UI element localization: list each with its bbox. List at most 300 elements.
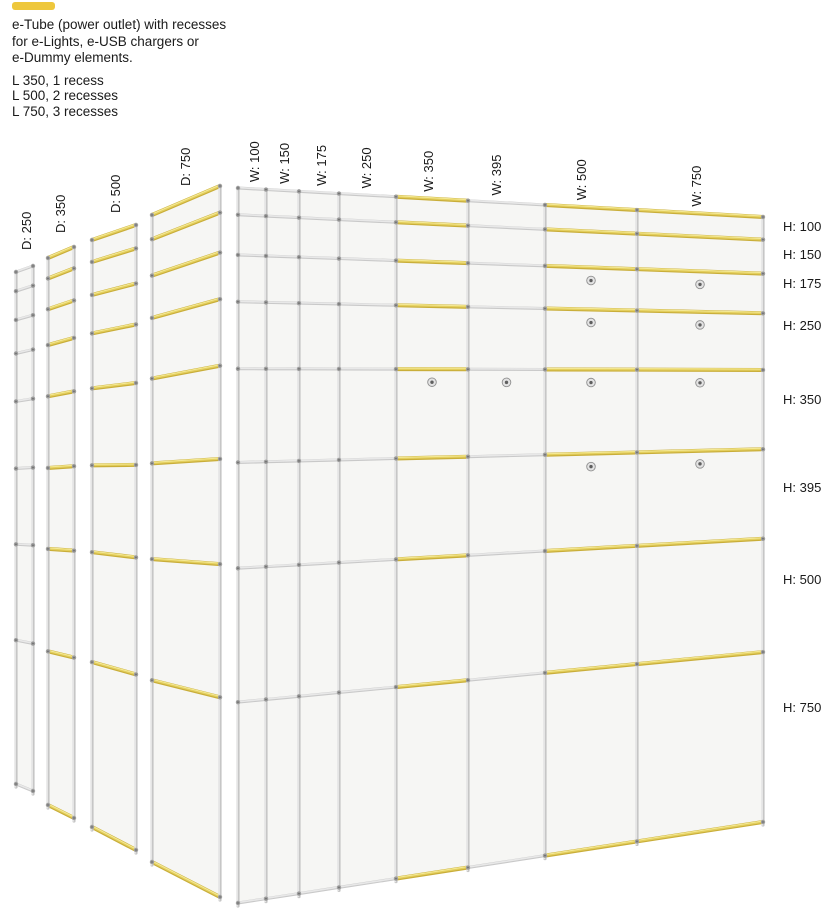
- vertical-post: [338, 194, 339, 891]
- connector-ball: [466, 223, 470, 227]
- connector-ball: [394, 876, 398, 880]
- connector-ball: [72, 389, 76, 393]
- depth-frame-250: [14, 264, 35, 794]
- connector-ball: [297, 189, 301, 193]
- front-panel: [339, 687, 396, 887]
- frame-tube: [238, 301, 266, 302]
- frame-tube: [238, 214, 266, 216]
- front-panel: [299, 460, 339, 565]
- connector-ball: [761, 537, 765, 541]
- depth-panel: [92, 552, 136, 674]
- connector-ball: [72, 266, 76, 270]
- height-label-750: H: 750: [783, 700, 822, 715]
- connector-ball: [134, 223, 138, 227]
- connector-ball: [297, 563, 301, 567]
- depth-panel: [16, 315, 33, 353]
- connector-ball: [72, 816, 76, 820]
- connector-ball: [394, 303, 398, 307]
- vertical-post: [47, 258, 48, 808]
- connector-ball: [218, 562, 222, 566]
- connector-ball: [90, 260, 94, 264]
- height-label-175: H: 175: [783, 276, 822, 291]
- front-panel: [266, 461, 299, 567]
- connector-ball: [635, 231, 639, 235]
- front-panel: [266, 369, 299, 462]
- connector-ball: [90, 331, 94, 335]
- connector-ball: [394, 557, 398, 561]
- frame-tube: [339, 458, 396, 460]
- connector-ball: [466, 199, 470, 203]
- connector-ball: [150, 316, 154, 320]
- width-label-750: W: 750: [689, 165, 704, 207]
- connector-ball: [90, 293, 94, 297]
- depth-panel: [16, 544, 33, 643]
- front-panel: [468, 226, 545, 266]
- front-panel: [396, 261, 468, 307]
- connector-ball: [72, 548, 76, 552]
- connector-ball: [543, 306, 547, 310]
- connector-ball: [394, 367, 398, 371]
- front-panel: [339, 304, 396, 369]
- legend-line-2: for e-Lights, e-USB chargers or: [12, 33, 199, 49]
- connector-ball: [72, 298, 76, 302]
- connector-ball: [337, 191, 341, 195]
- connector-ball: [543, 853, 547, 857]
- connector-ball: [264, 214, 268, 218]
- front-panel: [468, 673, 545, 868]
- width-label-175: W: 175: [314, 144, 329, 186]
- connector-ball: [394, 258, 398, 262]
- connector-ball: [761, 820, 765, 824]
- height-label-100: H: 100: [783, 219, 822, 234]
- vertical-post: [636, 210, 637, 844]
- connector-ball: [635, 662, 639, 666]
- height-label-500: H: 500: [783, 572, 822, 587]
- etube-tube: [545, 368, 637, 369]
- connector-ball: [14, 351, 18, 355]
- connector-ball: [297, 255, 301, 259]
- height-label-350: H: 350: [783, 392, 822, 407]
- connector-ball: [264, 187, 268, 191]
- connector-ball: [761, 650, 765, 654]
- depth-frame-750: [150, 184, 222, 900]
- connector-ball: [761, 447, 765, 451]
- connector-ball: [264, 460, 268, 464]
- front-panel: [637, 269, 763, 313]
- front-panel: [238, 699, 266, 903]
- connector-ball: [337, 458, 341, 462]
- front-panel: [339, 369, 396, 460]
- front-panel: [299, 563, 339, 697]
- front-panel: [545, 664, 637, 856]
- connector-ball: [90, 463, 94, 467]
- connector-ball: [150, 237, 154, 241]
- connector-ball: [635, 367, 639, 371]
- connector-ball: [236, 566, 240, 570]
- front-panel: [339, 220, 396, 261]
- frame-tube: [238, 188, 266, 190]
- connector-ball: [761, 215, 765, 219]
- connector-ball: [14, 289, 18, 293]
- power-recess: [587, 462, 596, 471]
- vertical-post: [135, 225, 136, 853]
- connector-ball: [218, 695, 222, 699]
- frame-tube: [299, 460, 339, 461]
- connector-ball: [31, 789, 35, 793]
- connector-ball: [543, 203, 547, 207]
- connector-ball: [466, 454, 470, 458]
- connector-ball: [297, 215, 301, 219]
- connector-ball: [297, 694, 301, 698]
- width-label-250: W: 250: [359, 147, 374, 189]
- depth-frame-500: [90, 223, 138, 853]
- connector-ball: [264, 254, 268, 258]
- connector-ball: [466, 865, 470, 869]
- connector-ball: [337, 217, 341, 221]
- connector-ball: [297, 367, 301, 371]
- power-recess: [696, 379, 705, 388]
- frame-tube: [16, 467, 33, 468]
- front-panel: [299, 218, 339, 259]
- connector-ball: [236, 213, 240, 217]
- connector-ball: [46, 649, 50, 653]
- connector-ball: [761, 271, 765, 275]
- connector-ball: [543, 549, 547, 553]
- power-recess: [428, 378, 437, 387]
- connector-ball: [218, 297, 222, 301]
- connector-ball: [150, 461, 154, 465]
- front-panel: [339, 194, 396, 223]
- power-recess: [587, 378, 596, 387]
- front-panel: [266, 565, 299, 700]
- connector-ball: [72, 245, 76, 249]
- connector-ball: [394, 195, 398, 199]
- connector-ball: [150, 678, 154, 682]
- vertical-post: [762, 217, 763, 825]
- connector-ball: [14, 466, 18, 470]
- connector-ball: [31, 397, 35, 401]
- frame-tube: [266, 189, 299, 191]
- connector-ball: [14, 270, 18, 274]
- front-panel: [238, 188, 266, 216]
- frame-tube: [266, 461, 299, 462]
- connector-ball: [31, 283, 35, 287]
- front-panel: [545, 229, 637, 269]
- connector-ball: [466, 678, 470, 682]
- front-panel: [299, 191, 339, 219]
- vertical-post: [298, 191, 299, 896]
- depth-panel: [16, 399, 33, 469]
- front-panel: [396, 305, 468, 369]
- connector-ball: [236, 700, 240, 704]
- connector-ball: [337, 367, 341, 371]
- front-panel: [238, 567, 266, 702]
- connector-ball: [337, 302, 341, 306]
- recess-option-l350: L 350, 1 recess: [12, 72, 104, 88]
- connector-ball: [31, 543, 35, 547]
- connector-ball: [150, 557, 154, 561]
- front-panel: [545, 309, 637, 370]
- depth-label-500: D: 500: [108, 174, 123, 213]
- connector-ball: [134, 555, 138, 559]
- front-panel: [468, 263, 545, 308]
- connector-ball: [14, 542, 18, 546]
- connector-ball: [297, 301, 301, 305]
- connector-ball: [236, 367, 240, 371]
- front-panel: [468, 551, 545, 680]
- connector-ball: [466, 367, 470, 371]
- front-face: [236, 186, 765, 906]
- depth-panel: [152, 459, 220, 564]
- connector-ball: [90, 386, 94, 390]
- front-panel: [396, 680, 468, 878]
- etube-tube: [396, 368, 468, 369]
- connector-ball: [134, 246, 138, 250]
- height-label-395: H: 395: [783, 480, 822, 495]
- connector-ball: [218, 895, 222, 899]
- connector-ball: [72, 336, 76, 340]
- vertical-post: [15, 272, 16, 787]
- depth-panel: [48, 549, 74, 658]
- power-recess: [587, 318, 596, 327]
- depth-panel: [92, 383, 136, 465]
- connector-ball: [46, 276, 50, 280]
- connector-ball: [543, 453, 547, 457]
- connector-ball: [150, 860, 154, 864]
- depth-panel: [152, 366, 220, 464]
- connector-ball: [90, 550, 94, 554]
- frame-tube: [238, 566, 266, 568]
- front-panel: [266, 302, 299, 368]
- connector-ball: [236, 253, 240, 257]
- front-panel: [637, 652, 763, 841]
- front-panel: [545, 546, 637, 673]
- connector-ball: [46, 394, 50, 398]
- power-recess: [696, 460, 705, 469]
- front-panel: [266, 256, 299, 303]
- width-label-500: W: 500: [574, 159, 589, 201]
- depth-panel: [48, 651, 74, 818]
- connector-ball: [46, 343, 50, 347]
- front-panel: [299, 693, 339, 894]
- connector-ball: [236, 300, 240, 304]
- connector-ball: [150, 273, 154, 277]
- connector-ball: [264, 564, 268, 568]
- connector-ball: [635, 267, 639, 271]
- front-panel: [339, 559, 396, 692]
- connector-ball: [31, 347, 35, 351]
- front-panel: [299, 257, 339, 304]
- vertical-post: [265, 190, 266, 902]
- power-recess: [587, 276, 596, 285]
- etube-tube: [396, 304, 468, 307]
- depth-panel: [48, 466, 74, 550]
- vertical-post: [237, 188, 238, 906]
- connector-ball: [543, 227, 547, 231]
- depth-panel: [152, 680, 220, 897]
- connector-ball: [14, 399, 18, 403]
- connector-ball: [761, 368, 765, 372]
- connector-ball: [134, 672, 138, 676]
- connector-ball: [297, 891, 301, 895]
- width-label-100: W: 100: [247, 141, 262, 183]
- connector-ball: [31, 313, 35, 317]
- connector-ball: [635, 544, 639, 548]
- etube-tube: [92, 464, 136, 465]
- connector-ball: [466, 305, 470, 309]
- front-panel: [266, 696, 299, 898]
- connector-ball: [337, 256, 341, 260]
- front-panel: [637, 539, 763, 664]
- depth-panel: [92, 662, 136, 850]
- front-panel: [238, 215, 266, 256]
- connector-ball: [218, 184, 222, 188]
- frame-tube: [16, 544, 33, 545]
- connector-ball: [90, 825, 94, 829]
- connector-ball: [394, 685, 398, 689]
- connector-ball: [761, 237, 765, 241]
- connector-ball: [90, 660, 94, 664]
- depth-frame-350: [46, 245, 76, 821]
- connector-ball: [46, 547, 50, 551]
- front-panel: [266, 190, 299, 218]
- connector-ball: [150, 213, 154, 217]
- front-panel: [266, 216, 299, 257]
- power-recess: [696, 321, 705, 330]
- connector-ball: [31, 465, 35, 469]
- connector-ball: [394, 456, 398, 460]
- vertical-post: [544, 205, 545, 859]
- connector-ball: [31, 641, 35, 645]
- connector-ball: [218, 364, 222, 368]
- connector-ball: [236, 186, 240, 190]
- connector-ball: [264, 300, 268, 304]
- front-panel: [238, 462, 266, 568]
- connector-ball: [543, 264, 547, 268]
- front-panel: [468, 307, 545, 370]
- connector-ball: [635, 839, 639, 843]
- connector-ball: [394, 220, 398, 224]
- connector-ball: [46, 803, 50, 807]
- front-panel: [299, 303, 339, 369]
- front-panel: [637, 311, 763, 370]
- depth-panel: [48, 338, 74, 396]
- connector-ball: [14, 782, 18, 786]
- connector-ball: [150, 376, 154, 380]
- connector-ball: [14, 638, 18, 642]
- frame-tube: [299, 257, 339, 259]
- power-recess: [502, 378, 511, 387]
- frame-tube: [266, 302, 299, 303]
- frame-tube: [266, 256, 299, 258]
- connector-ball: [236, 460, 240, 464]
- etube-tube: [637, 369, 763, 370]
- connector-ball: [134, 463, 138, 467]
- connector-ball: [264, 367, 268, 371]
- front-panel: [396, 222, 468, 263]
- connector-ball: [134, 848, 138, 852]
- power-recess: [696, 280, 705, 289]
- frame-tube: [238, 461, 266, 462]
- depth-panel: [16, 350, 33, 402]
- connector-ball: [543, 671, 547, 675]
- recess-option-l750: L 750, 3 recesses: [12, 103, 119, 119]
- connector-ball: [466, 261, 470, 265]
- connector-ball: [46, 307, 50, 311]
- connector-ball: [635, 308, 639, 312]
- vertical-post: [395, 197, 396, 882]
- connector-ball: [72, 464, 76, 468]
- vertical-post: [467, 201, 468, 871]
- depth-panel: [48, 391, 74, 468]
- connector-ball: [635, 208, 639, 212]
- vertical-post: [151, 215, 152, 865]
- legend-line-1: e-Tube (power outlet) with recesses: [12, 17, 227, 32]
- front-panel: [545, 266, 637, 311]
- height-label-150: H: 150: [783, 247, 822, 262]
- front-panel: [238, 302, 266, 369]
- frame-tube: [266, 216, 299, 218]
- depth-label-750: D: 750: [178, 147, 193, 186]
- width-label-150: W: 150: [277, 142, 292, 184]
- connector-ball: [46, 466, 50, 470]
- connector-ball: [90, 238, 94, 242]
- depth-panel: [16, 468, 33, 546]
- connector-ball: [72, 655, 76, 659]
- depth-label-250: D: 250: [19, 211, 34, 250]
- connector-ball: [761, 311, 765, 315]
- frame-tube: [299, 191, 339, 194]
- depth-label-350: D: 350: [53, 194, 68, 233]
- connector-ball: [134, 322, 138, 326]
- connector-ball: [337, 885, 341, 889]
- front-panel: [238, 369, 266, 463]
- vertical-post: [32, 266, 33, 794]
- height-label-250: H: 250: [783, 318, 822, 333]
- frame-tube: [299, 303, 339, 304]
- connector-ball: [264, 896, 268, 900]
- depth-panel: [152, 559, 220, 697]
- vertical-post: [219, 186, 220, 900]
- connector-ball: [14, 318, 18, 322]
- frame-tube: [238, 255, 266, 256]
- front-panel: [396, 555, 468, 687]
- front-panel: [396, 457, 468, 560]
- connector-ball: [543, 367, 547, 371]
- width-label-350: W: 350: [421, 150, 436, 192]
- frame-tube: [468, 369, 545, 370]
- front-panel: [238, 255, 266, 302]
- connector-ball: [337, 560, 341, 564]
- width-label-395: W: 395: [489, 154, 504, 196]
- front-panel: [339, 459, 396, 563]
- connector-ball: [46, 256, 50, 260]
- legend-line-3: e-Dummy elements.: [12, 50, 133, 65]
- connector-ball: [236, 901, 240, 905]
- frame-tube: [339, 369, 396, 370]
- connector-ball: [134, 281, 138, 285]
- connector-ball: [466, 553, 470, 557]
- depth-panel: [16, 640, 33, 791]
- vertical-post: [73, 247, 74, 821]
- connector-ball: [218, 250, 222, 254]
- front-panel: [468, 455, 545, 556]
- connector-ball: [31, 264, 35, 268]
- frame-tube: [339, 304, 396, 306]
- connector-ball: [218, 210, 222, 214]
- front-panel: [339, 259, 396, 306]
- connector-ball: [218, 457, 222, 461]
